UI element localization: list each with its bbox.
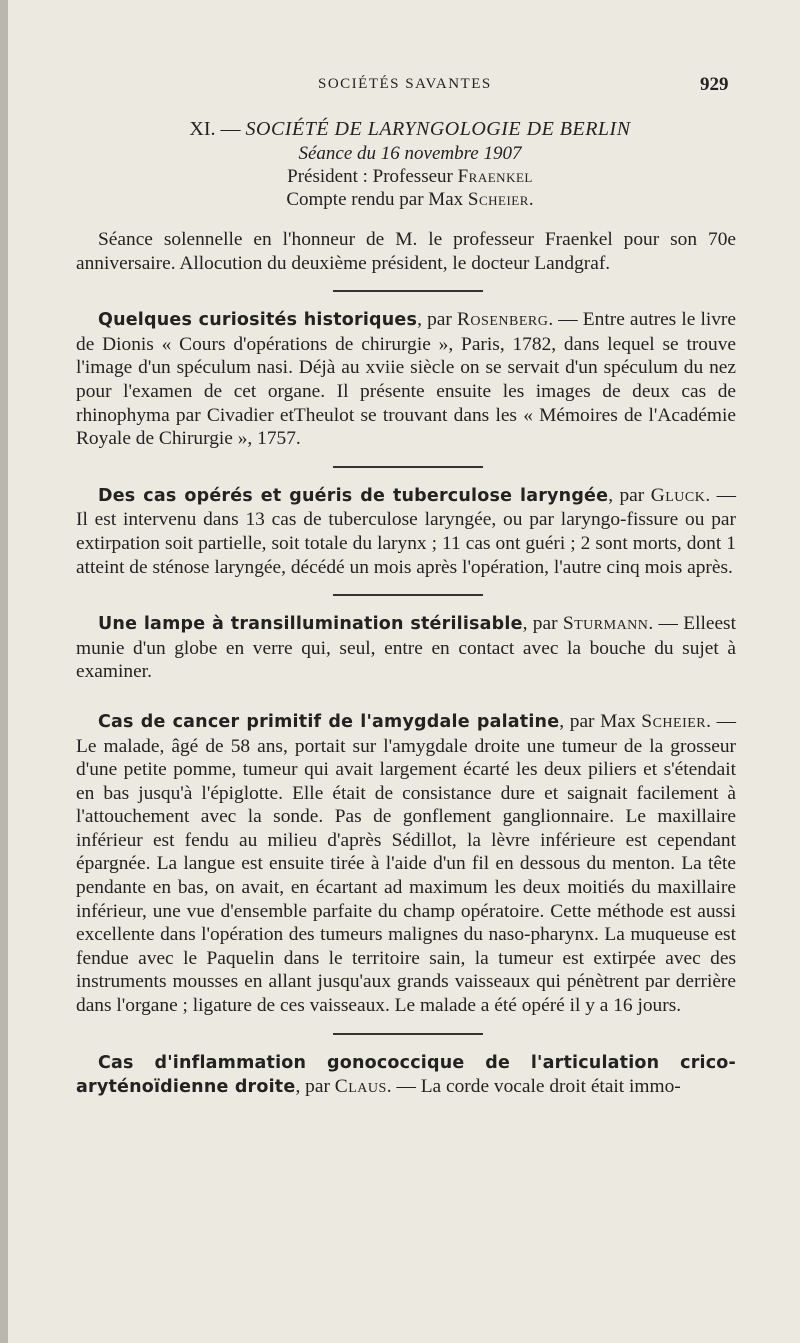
section-paragraph xyxy=(76,484,736,579)
author-prefix: , par xyxy=(522,613,563,635)
society-title xyxy=(20,116,800,142)
page-number: 929 xyxy=(700,74,729,95)
section-text: . — Elleest munie d'un globe en verre qui, seul, entre en contact avec la bouche du sujet à examiner. xyxy=(76,613,736,683)
president-name: Fraenkel xyxy=(457,166,533,187)
section-paragraph xyxy=(76,308,736,451)
report-line xyxy=(20,188,800,211)
president-line xyxy=(20,165,800,188)
society-name: SOCIÉTÉ DE LARYNGOLOGIE DE BERLIN xyxy=(245,118,631,140)
report-prefix: Compte rendu par Max xyxy=(286,189,468,210)
section-divider xyxy=(333,1033,483,1035)
running-title: SOCIÉTÉS SAVANTES xyxy=(318,76,492,92)
section-title: Cas de cancer primitif de l'amygdale palatine xyxy=(98,711,560,732)
report-name: Scheier xyxy=(467,189,529,210)
section-paragraph xyxy=(76,710,736,1018)
page-header xyxy=(0,74,800,98)
section-title: Des cas opérés et guéris de tuberculose laryngée xyxy=(98,485,609,506)
section-title: Une lampe à transillumination stérilisable xyxy=(98,614,523,635)
section-divider xyxy=(333,466,483,468)
society-number: XI. — xyxy=(189,118,241,140)
section-text: . — Entre autres le livre de Dionis « Cours d'opérations de chirurgie », Paris, 1782, dans lequel se trouve l'image d'un spéculum nasi. Déjà au xviie siècle on se servait d'un spéculum du nez pour l'examen de cet organe. Il présente ensuite les images de deux cas de rhinophyma par Civadier etTheulot se trouvant dans les « Mémoires de l'Académie Royale de Chirurgie », 1757. xyxy=(76,309,736,450)
author-prefix: , par xyxy=(295,1076,335,1098)
author-name: Sturmann xyxy=(562,613,649,635)
author-name: Claus xyxy=(334,1076,387,1098)
author-name: Rosenberg xyxy=(456,309,549,331)
report-suffix: . xyxy=(528,189,534,210)
section-title: Quelques curiosités historiques xyxy=(98,310,418,331)
society-block xyxy=(0,116,800,211)
section-paragraph xyxy=(76,612,736,684)
author-name: Scheier xyxy=(641,710,707,732)
section-text: . — La corde vocale droit était immo- xyxy=(386,1076,681,1098)
president-prefix: Président : Professeur xyxy=(287,166,458,187)
author-prefix: , par xyxy=(417,309,457,331)
session-date: Séance du 16 novembre 1907 xyxy=(298,143,522,164)
section-text: . — Il est intervenu dans 13 cas de tuberculose laryngée, ou par laryngo-fissure ou par extirpation soit partielle, soit totale du larynx ; 11 cas ont guéri ; 2 sont morts, dont 1 atteint de sténose laryngée, décédé un mois après l'opération, l'autre cinq mois après. xyxy=(76,484,736,578)
article-body xyxy=(76,228,736,1100)
section-title: Cas d'inflammation gonococcique de l'articulation crico-aryténoïdienne droite xyxy=(76,1052,736,1098)
section-text: . — Le malade, âgé de 58 ans, portait sur l'amygdale droite une tumeur de la grosseur d'une petite pomme, tumeur qui avait largement écarté les deux piliers et s'étendait en bas jusqu'à l'épiglotte. Elle était de consistance dure et saignait facilement à l'attouchement avec la sonde. Pas de gonflement ganglionnaire. Le maxillaire inférieur est fendu au milieu d'après Sédillot, la lèvre inférieure est cependant épargnée. La langue est ensuite tirée à l'aide d'un fil en dessous du menton. La tête pendante en bas, on avait, en écartant ad maximum les deux moitiés du maxillaire inférieur, une vue d'ensemble parfaite du champ opératoire. Cette méthode est aussi excellente dans l'opération des tumeurs malignes du naso-pharynx. La muqueuse est fendue avec le Paquelin dans le territoire sain, la tumeur est extirpée avec des instruments mousses en allant jusqu'aux grands vaisseaux qui pénètrent par derrière dans l'organe ; ligature de ces vaisseaux. Le malade a été opéré il y a 16 jours. xyxy=(76,710,736,1017)
section-divider xyxy=(333,290,483,292)
author-prefix: , par xyxy=(608,484,651,506)
section-divider xyxy=(333,594,483,596)
section-gap xyxy=(76,684,736,710)
intro-paragraph: Séance solennelle en l'honneur de M. le professeur Fraenkel pour son 70e anniversaire. Allocution du deuxième président, le docteur Landgraf. xyxy=(76,229,736,274)
section-paragraph xyxy=(76,1051,736,1100)
author-prefix: , par Max xyxy=(559,710,642,732)
author-name: Gluck xyxy=(650,484,706,506)
